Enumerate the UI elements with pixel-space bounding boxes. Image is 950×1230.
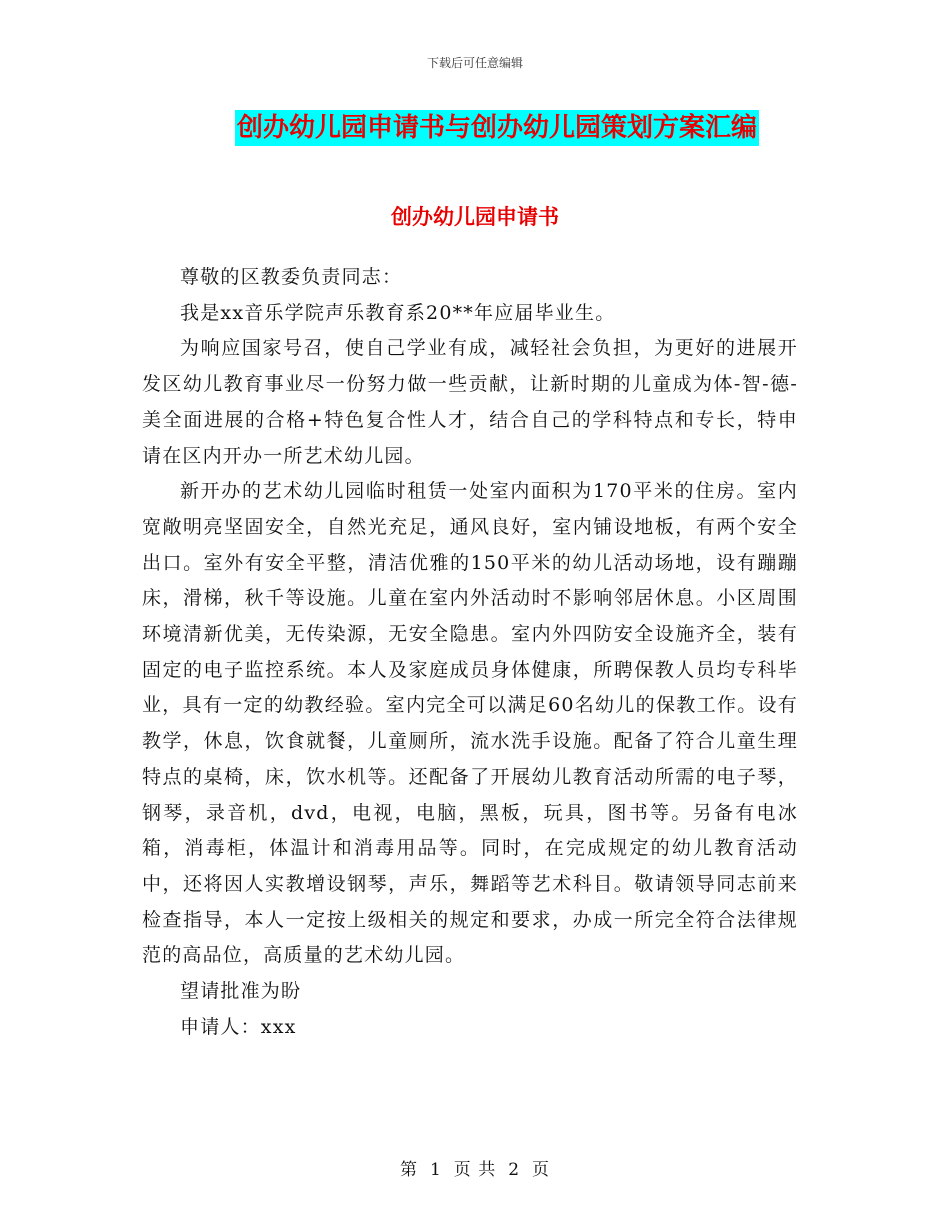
paragraph-purpose: 为响应国家号召，使自己学业有成，减轻社会负担，为更好的进展开发区幼儿教育事业尽一份努力做一些贡献，让新时期的儿童成为体-智-德-美全面进展的合格+特色复合性人才，结合自己的学科特点和专长，特申请在区内开办一所艺术幼儿园。 [142, 337, 798, 467]
footer-page-total: 2 [508, 1160, 521, 1180]
header-note: 下载后可任意编辑 [426, 56, 523, 70]
main-title-wrap [0, 110, 950, 146]
section-title: 创办幼儿园申请书 [391, 205, 559, 229]
footer-label-post: 页 [532, 1160, 551, 1180]
main-title: 创办幼儿园申请书与创办幼儿园策划方案汇编 [235, 110, 759, 146]
paragraph-facilities: 新开办的艺术幼儿园临时租赁一处室内面积为170平米的住房。室内宽敞明亮坚固安全，自然光充足，通风良好，室内铺设地板，有两个安全出口。室外有安全平整，清洁优雅的150平米的幼儿活动场地，设有蹦蹦床，滑梯，秋千等设施。儿童在室内外活动时不影响邻居休息。小区周围环境清新优美，无传染源，无安全隐患。室内外四防安全设施齐全，装有固定的电子监控系统。本人及家庭成员身体健康，所聘保教人员均专科毕业，具有一定的幼教经验。室内完全可以满足60名幼儿的保教工作。设有教学，休息，饮食就餐，儿童厕所，流水洗手设施。配备了符合儿童生理特点的桌椅，床，饮水机等。还配备了开展幼儿教育活动所需的电子琴，钢琴，录音机，dvd，电视，电脑，黑板，玩具，图书等。另备有电冰箱，消毒柜，体温计和消毒用品等。同时，在完成规定的幼儿教育活动中，还将因人实教增设钢琴，声乐，舞蹈等艺术科目。敬请领导同志前来检查指导，本人一定按上级相关的规定和要求，办成一所完全符合法律规范的高品位，高质量的艺术幼儿园。 [142, 480, 798, 967]
salutation: 尊敬的区教委负责同志： [180, 266, 403, 288]
page-footer [0, 1155, 950, 1180]
closing-request: 望请批准为盼 [180, 980, 302, 1003]
paragraph-intro: 我是xx音乐学院声乐教育系20**年应届毕业生。 [180, 301, 616, 324]
footer-label-mid: 页 共 [453, 1160, 497, 1180]
footer-page-current: 1 [429, 1160, 442, 1180]
document-body [142, 222, 798, 1045]
footer-label-pre: 第 [399, 1160, 418, 1180]
applicant-line: 申请人：xxx [180, 1015, 297, 1038]
